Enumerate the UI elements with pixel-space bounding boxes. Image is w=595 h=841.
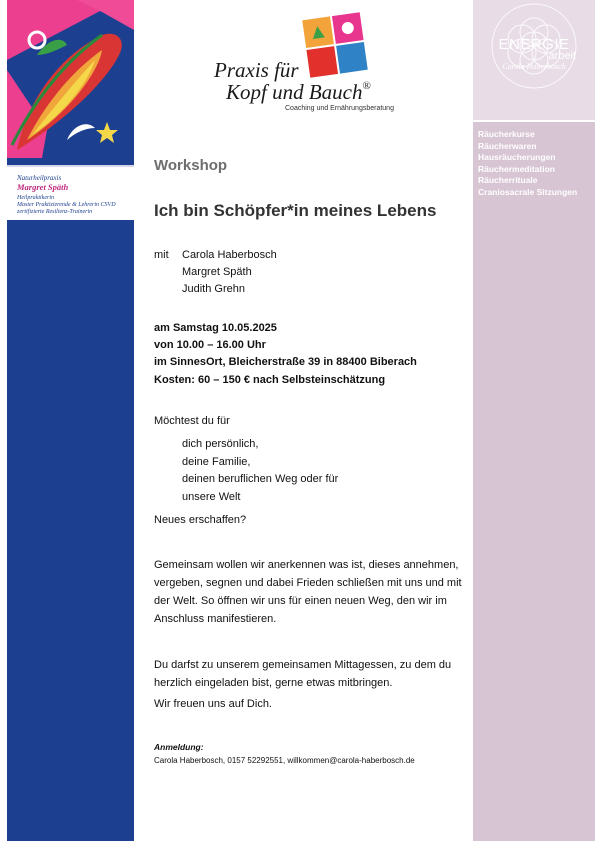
service-item: Räucherwaren — [478, 140, 537, 151]
logo-line-1: Praxis für — [214, 58, 299, 82]
service-item: Hausräucherungen — [478, 152, 556, 162]
registration-contact: Carola Haberbosch, 0157 52292551, willkommen@carola-haberbosch.de — [154, 756, 415, 765]
question-item: deinen beruflichen Weg oder für — [182, 473, 339, 485]
registration-label: Anmeldung: — [154, 742, 204, 752]
logo-tagline: Coaching und Ernährungsberatung — [285, 105, 394, 112]
registered-mark: ® — [362, 80, 371, 92]
leaf-artwork — [7, 0, 134, 158]
host-name: Margret Späth — [182, 266, 252, 278]
host-name: Judith Grehn — [182, 283, 245, 295]
question-item: dich persönlich, — [182, 438, 259, 450]
practice-card — [7, 165, 134, 220]
with-label: mit — [154, 249, 169, 261]
question-item: deine Familie, — [182, 456, 251, 468]
event-cost: Kosten: 60 – 150 € nach Selbsteinschätzung — [154, 374, 386, 386]
energie-brand — [478, 36, 590, 71]
practice-line-2: Master Praktizierende & Lehrerin CSVD — [17, 202, 116, 208]
question-item: unsere Welt — [182, 491, 241, 503]
paragraph-reconcile: Gemeinsam wollen wir anerkennen was ist, dieses annehmen, vergeben, segnen und dabei Frieden schließen mit uns und mit der Welt. So öffnen wir uns für einen neuen Weg, den wir im Anschluss manifestieren. — [154, 559, 462, 625]
event-date: am Samstag 10.05.2025 — [154, 322, 277, 334]
service-item: Räuchermeditation — [478, 163, 555, 174]
colorful-square-icon — [302, 12, 368, 78]
practice-line-1: Heilpraktikerin — [17, 195, 54, 201]
event-time: von 10.00 – 16.00 Uhr — [154, 339, 266, 351]
event-kicker: Workshop — [154, 157, 228, 174]
practice-type: Naturheilpraxis — [17, 174, 62, 182]
closing-line: Wir freuen uns auf Dich. — [154, 698, 272, 710]
service-item: Craniosacrale Sitzungen — [478, 186, 578, 197]
service-item: Räucherkurse — [478, 129, 535, 139]
practice-line-3: zertifizierte Resilienz-Trainerin — [17, 209, 93, 215]
event-place: im SinnesOrt, Bleicherstraße 39 in 88400 Biberach — [154, 356, 417, 368]
services-list — [478, 129, 593, 198]
brand-word-arbeit: arbeit — [548, 50, 576, 62]
event-title: Ich bin Schöpfer*in meines Lebens — [154, 201, 437, 220]
logo-line-2-text: Kopf und Bauch — [226, 80, 363, 104]
logo-line-2 — [226, 80, 371, 105]
practice-name: Margret Späth — [17, 182, 69, 192]
brand-word-energie: ENERGIE — [498, 36, 570, 53]
question-end: Neues erschaffen? — [154, 514, 247, 526]
host-name: Carola Haberbosch — [182, 249, 277, 261]
brand-name: Carola Haberbosch — [502, 62, 566, 71]
right-separator — [473, 120, 595, 122]
right-sidebar — [473, 0, 595, 841]
leaf-artwork-image — [7, 0, 134, 158]
service-item: Räucherrituale — [478, 175, 538, 185]
question-intro: Möchtest du für — [154, 415, 230, 427]
paragraph-lunch: Du darfst zu unserem gemeinsamen Mittagessen, zu dem du herzlich eingeladen bist, gerne etwas mitbringen. — [154, 659, 452, 689]
